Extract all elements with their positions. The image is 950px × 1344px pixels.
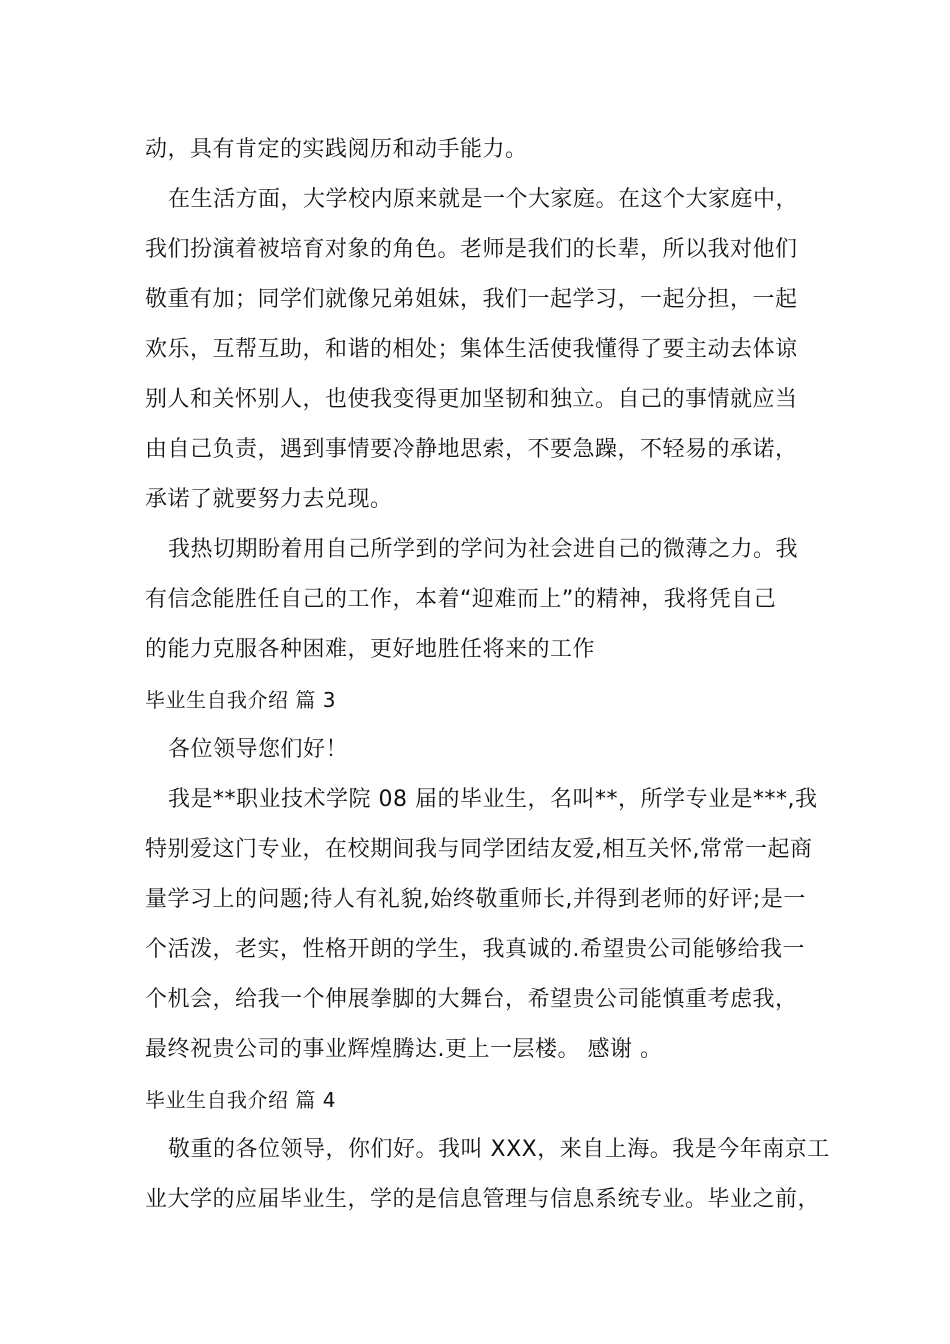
text-line: 量学习上的问题;待人有礼貌,始终敬重师长,并得到老师的好评;是一 bbox=[145, 887, 806, 912]
text-line: 我热切期盼着用自己所学到的学问为社会进自己的微薄之力。我 bbox=[168, 537, 799, 562]
text-line: 个机会，给我一个伸展拳脚的大舞台，希望贵公司能慎重考虑我， bbox=[145, 987, 798, 1012]
text-line: 在生活方面，大学校内原来就是一个大家庭。在这个大家庭中， bbox=[168, 187, 799, 212]
text-line: 动，具有肯定的实践阅历和动手能力。 bbox=[145, 137, 528, 162]
greeting-line: 各位领导您们好！ bbox=[168, 737, 349, 762]
text-line: 有信念能胜任自己的工作，本着“迎难而上”的精神，我将凭自己 bbox=[145, 587, 777, 612]
text-line: 敬重有加；同学们就像兄弟姐妹，我们一起学习，一起分担，一起 bbox=[145, 287, 798, 312]
text-line: 由自己负责，遇到事情要冷静地思索，不要急躁，不轻易的承诺， bbox=[145, 437, 798, 462]
text-line: 特别爱这门专业，在校期间我与同学团结友爱,相互关怀,常常一起商 bbox=[145, 837, 813, 862]
text-line: 我们扮演着被培育对象的角色。老师是我们的长辈，所以我对他们 bbox=[145, 237, 798, 262]
text-line: 业大学的应届毕业生，学的是信息管理与信息系统专业。毕业之前， bbox=[145, 1187, 821, 1212]
section-heading: 毕业生自我介绍 篇 4 bbox=[145, 1088, 336, 1112]
text-line: 欢乐，互帮互助，和谐的相处；集体生活使我懂得了要主动去体谅 bbox=[145, 337, 798, 362]
text-line: 敬重的各位领导，你们好。我叫 XXX，来自上海。我是今年南京工 bbox=[168, 1137, 830, 1162]
text-line: 别人和关怀别人，也使我变得更加坚韧和独立。自己的事情就应当 bbox=[145, 387, 798, 412]
section-heading: 毕业生自我介绍 篇 3 bbox=[145, 688, 336, 712]
text-line: 的能力克服各种困难，更好地胜任将来的工作 bbox=[145, 637, 596, 662]
text-line: 最终祝贵公司的事业辉煌腾达.更上一层楼。 感谢 。 bbox=[145, 1037, 663, 1062]
text-line: 我是**职业技术学院 08 届的毕业生，名叫**，所学专业是***,我 bbox=[168, 787, 818, 812]
text-line: 承诺了就要努力去兑现。 bbox=[145, 487, 393, 512]
text-line: 个活泼，老实，性格开朗的学生，我真诚的.希望贵公司能够给我一 bbox=[145, 937, 805, 962]
